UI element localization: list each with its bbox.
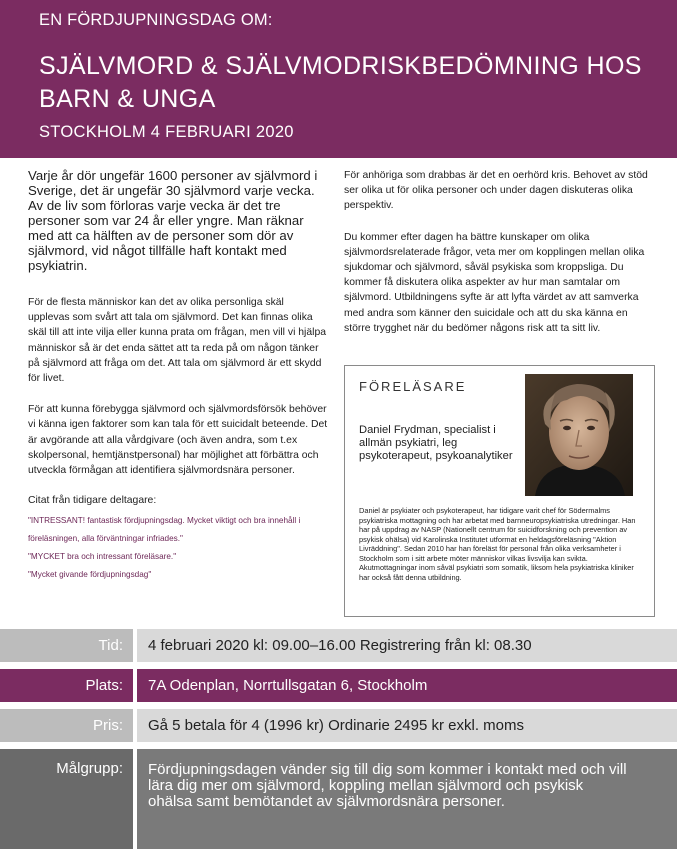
page-title: SJÄLVMORD & SJÄLVMODRISKBEDÖMNING HOS BARN & UNGA	[39, 52, 642, 113]
speaker-name: Daniel Frydman, specialist i allmän psykiatri, leg psykoterapeut, psykoanalytiker	[359, 424, 513, 462]
tid-label: Tid:	[0, 629, 133, 662]
info-row-malgrupp	[0, 749, 677, 849]
speaker-box	[344, 365, 655, 617]
header-banner	[0, 0, 677, 158]
quote-item: "INTRESSANT! fantastisk fördjupningsdag. Mycket viktigt och bra innehåll i föreläsningen, alla förväntningar infriades."	[28, 516, 301, 544]
pris-label: Pris:	[0, 709, 133, 742]
quote-item: "MYCKET bra och intressant föreläsare."	[28, 552, 177, 562]
malgrupp-value: Fördjupningsdagen vänder sig till dig som kommer i kontakt med och vill lära dig mer om självmord, koppling mellan självmord och psykisk ohälsa samt bemötandet av självmordsnära personer.	[137, 749, 677, 849]
body-paragraph-1: För de flesta människor kan det av olika personliga skäl upplevas som svårt att tala om självmord. Det kan finnas olika skäl till att inte vilja eller kunna prata om frågan, men vill vi hjälpa människor så är det enda sättet att ta reda på om någon tänker på självmord att fråga om det. Att tala om självmord är ett skydd för livet.	[28, 297, 327, 385]
pris-value: Gå 5 betala för 4 (1996 kr) Ordinarie 2495 kr exkl. moms	[137, 709, 677, 742]
tid-value: 4 februari 2020 kl: 09.00–16.00 Registrering från kl: 08.30	[137, 629, 677, 662]
body-paragraph-2: För att kunna förebygga självmord och självmordsförsök behöver vi känna igen faktorer som kan tala för ett suicidalt beteende. Det är avgörande att alla vårdgivare (och även andra, som t.ex skolpersonal, hemtjänstpersonal) har möjlighet att förbättra och utveckla förmågan att identifiera självmordsnära personer.	[28, 404, 328, 477]
speaker-heading: FÖRELÄSARE	[359, 379, 467, 394]
info-row-tid	[0, 629, 677, 662]
body-paragraph-3: För anhöriga som drabbas är det en oerhörd kris. Behovet av stöd ser olika ut för olika personer och under dagen diskuteras olika perspektiv.	[344, 170, 648, 212]
info-row-plats	[0, 669, 677, 702]
body-paragraph-4: Du kommer efter dagen ha bättre kunskaper om olika självmordsrelaterade frågor, veta mer om kopplingen mellan olika sjukdomar och självmord, såväl psykiska som kroppsliga. Du kommer få diskutera olika aspekter av hur man samtalar om självmord. Utbildningens syfte är att lyfta värdet av att samverka med andra som känner den suicidale och att du ska känna en större trygghet när du bedömer någons risk att ta sitt liv.	[344, 231, 645, 334]
quotes-heading: Citat från tidigare deltagare:	[28, 495, 157, 507]
info-row-pris	[0, 709, 677, 742]
quote-item: "Mycket givande fördjupningsdag"	[28, 570, 152, 580]
speaker-bio: Daniel är psykiater och psykoterapeut, har tidigare varit chef för Södermalms psykiatriska mottagning och har arbetat med barnneuropsykiatriska utredningar. Han har på uppdrag av NASP (Nationellt centrum för suicidforskning och prevention av psykisk ohälsa) vid Karolinska Institutet utformat en heldagsföreläsning "Aktion Livräddning". Sedan 2010 har han föreläst för personal från olika verksamheter i Stockholm som i sitt arbete möter människor vilkas livsvilja kan svikta. Akutmottagningar inom såväl psykiatri som somatik, liksom hela psykiatriska kliniker har också fått denna utbildning.	[359, 506, 636, 582]
left-column	[28, 168, 328, 584]
plats-value: 7A Odenplan, Norrtullsgatan 6, Stockholm	[137, 669, 677, 702]
event-date-heading: STOCKHOLM 4 FEBRUARI 2020	[39, 123, 294, 141]
right-column	[344, 168, 649, 336]
header-kicker: EN FÖRDJUPNINGSDAG OM:	[39, 11, 273, 29]
malgrupp-label: Målgrupp:	[0, 749, 133, 849]
portrait-photo	[525, 374, 633, 496]
intro-paragraph: Varje år dör ungefär 1600 personer av självmord i Sverige, det är ungefär 30 självmord varje vecka. Av de liv som förloras varje vecka är det tre personer som var 24 år eller yngre. Man räknar med att ca hälften av de personer som dör av självmord, vid något tillfälle haft kontakt med psykiatrin.	[28, 168, 318, 273]
plats-label: Plats:	[0, 669, 133, 702]
